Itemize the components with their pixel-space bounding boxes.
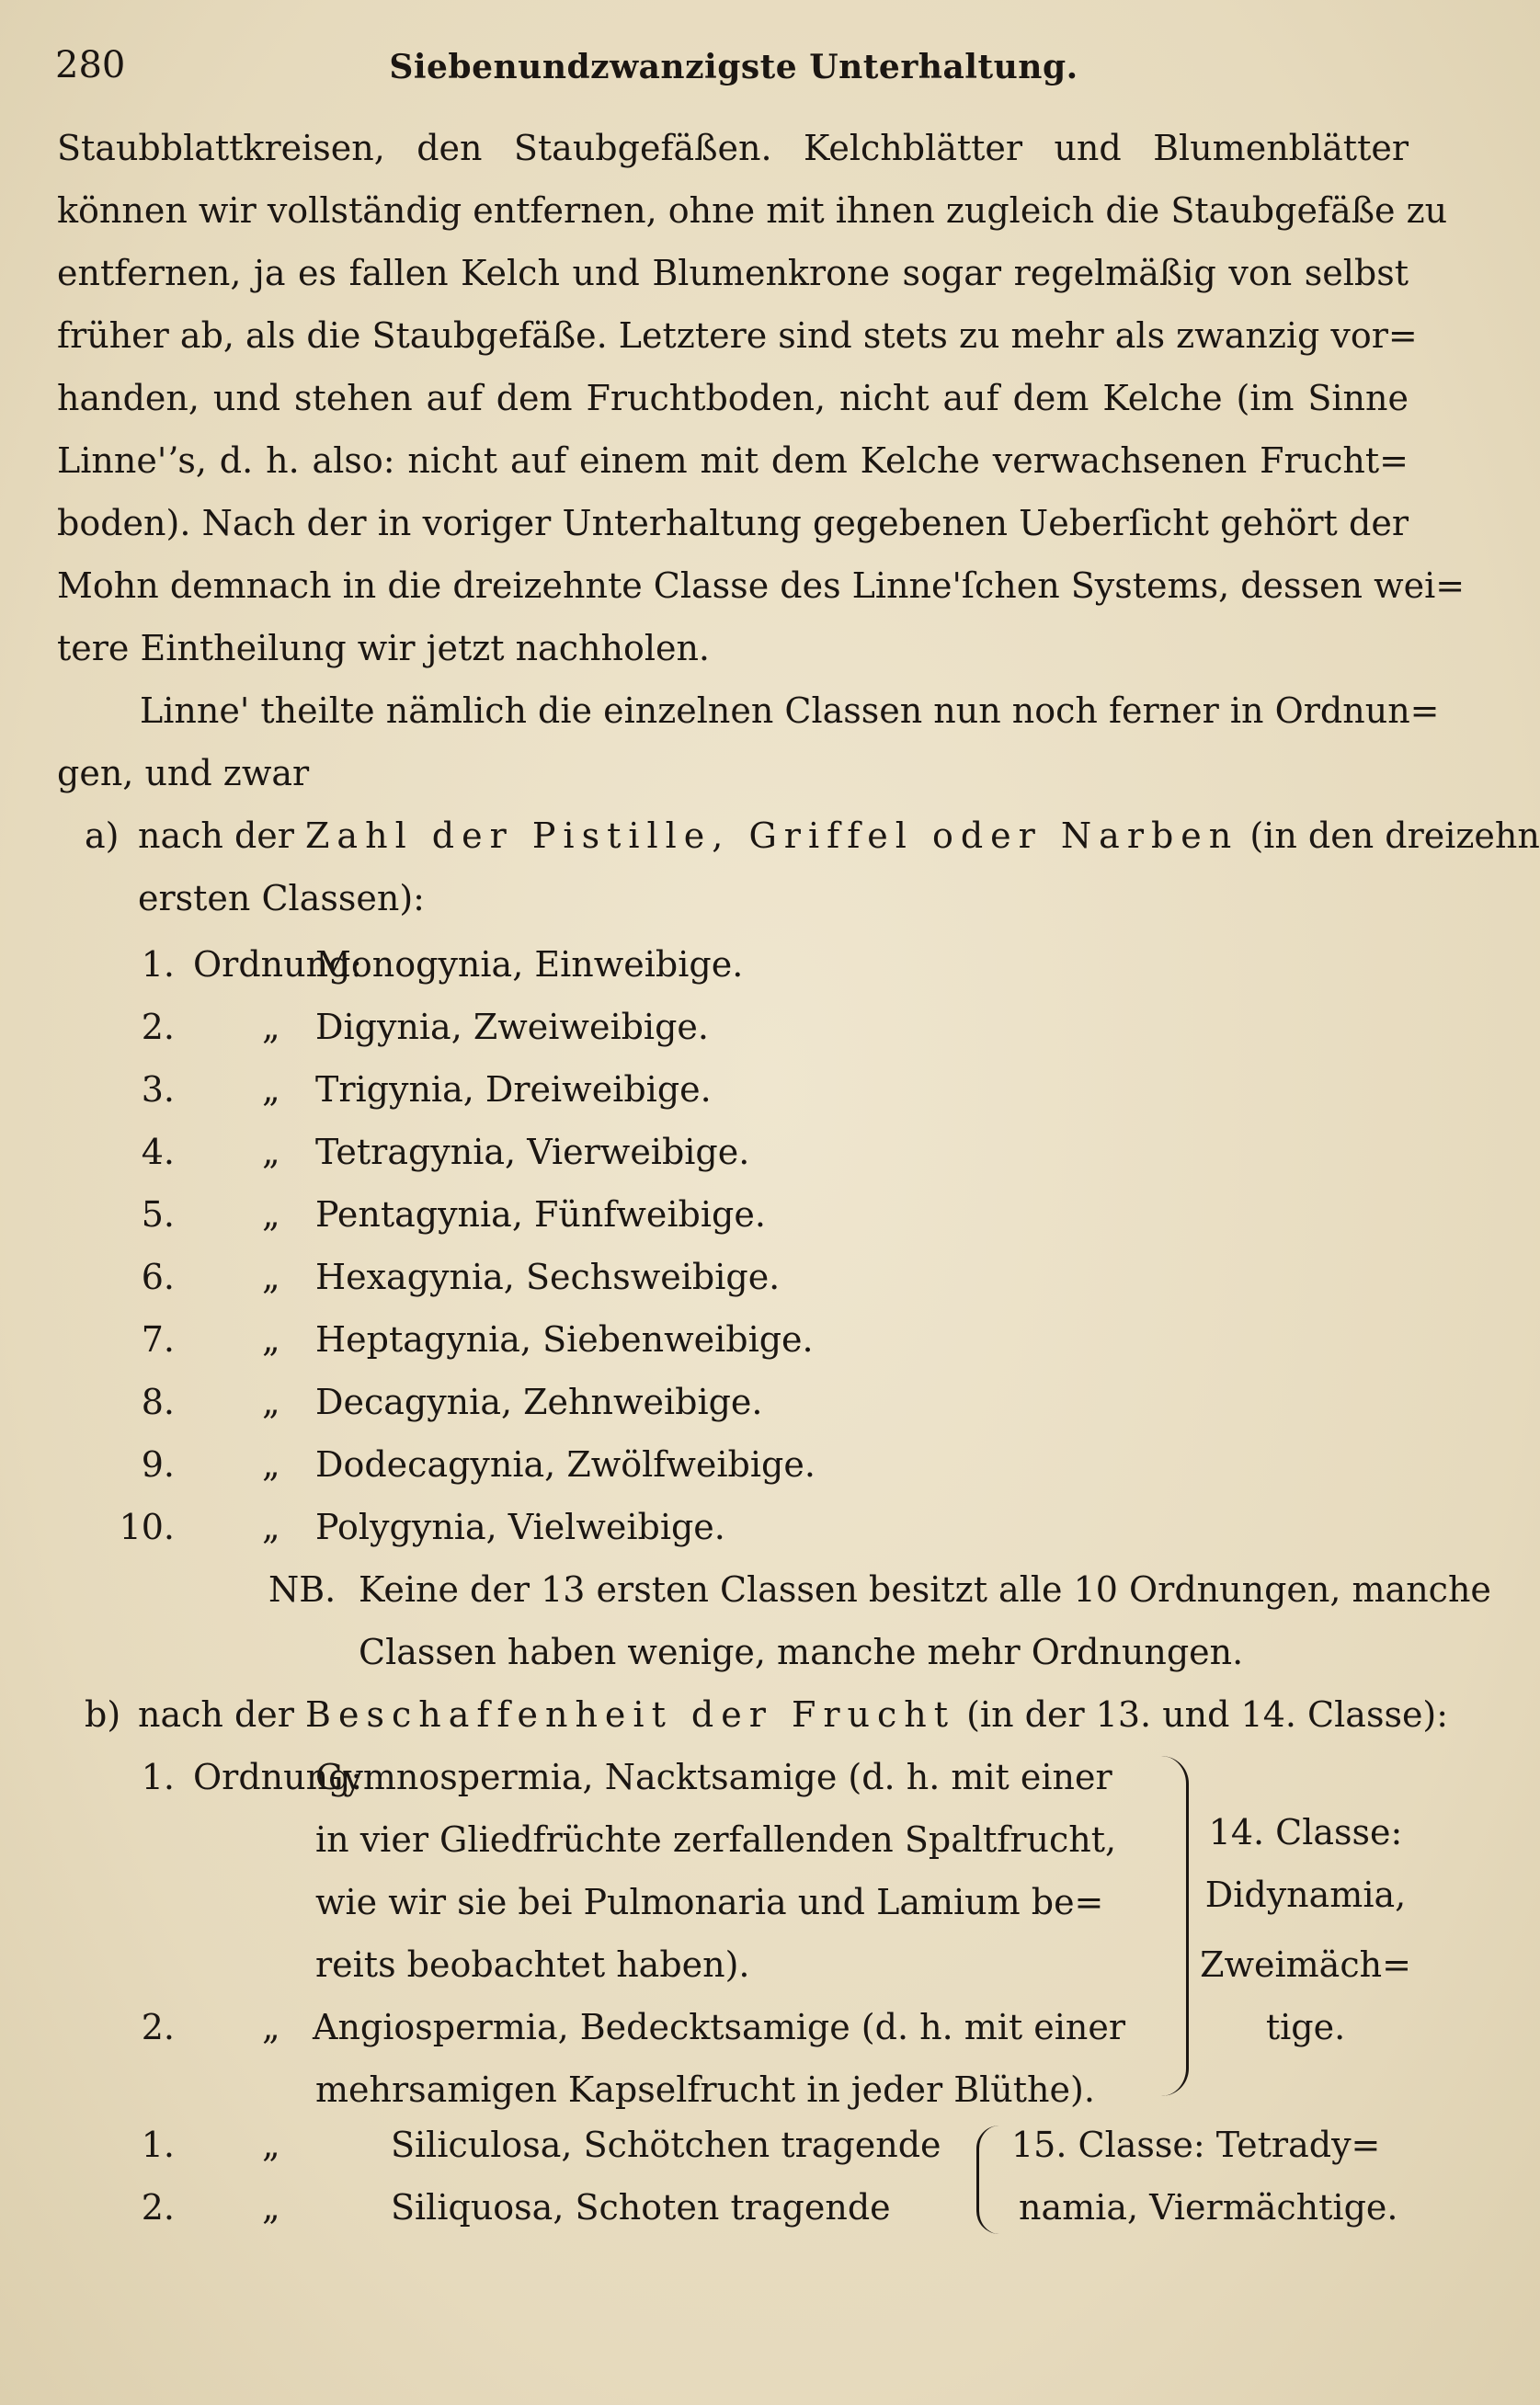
ditto-mark: „ — [262, 2007, 280, 2047]
order-row — [55, 1247, 1158, 1307]
section-b-emphasis: Beschaffenheit der Frucht — [305, 1694, 956, 1735]
curly-brace — [1160, 1756, 1189, 2096]
order-number: 7. — [141, 1319, 175, 1360]
ditto-mark: „ — [262, 1382, 280, 1422]
order-name: Dodecagynia, Zwölfweibige. — [315, 1444, 816, 1485]
text-line: gen, und zwar — [57, 753, 310, 793]
class-14-line: Didynamia, — [1204, 1875, 1407, 1915]
order-row — [55, 1059, 1158, 1120]
ditto-mark: „ — [262, 1319, 280, 1360]
order-row — [55, 934, 1158, 995]
order-row — [55, 2114, 975, 2175]
section-a-line1 — [138, 805, 1540, 866]
order-number: 2. — [141, 1007, 175, 1047]
section-b-post: (in der 13. und 14. Classe): — [955, 1694, 1449, 1735]
class-14-line: tige. — [1265, 2007, 1346, 2047]
order-continuation: reits beobachtet haben). — [315, 1944, 750, 1985]
text-line: Linne'ʼs, d. h. also: nicht auf einem mit dem Kelche verwachsenen Frucht= — [57, 440, 1409, 481]
order-number: 2. — [141, 2187, 175, 2228]
nb-line-1: Keine der 13 ersten Classen besitzt alle 10 Ordnungen, manche — [359, 1569, 1491, 1610]
order-name: Heptagynia, Siebenweibige. — [315, 1319, 814, 1360]
ditto-mark: „ — [262, 1132, 280, 1172]
order-row — [55, 1122, 1158, 1182]
order-number: 4. — [141, 1132, 175, 1172]
order-row — [55, 997, 1158, 1057]
order-name: Monogynia, Einweibige. — [315, 944, 744, 985]
order-number: 1. — [141, 944, 175, 985]
section-a-line2: ersten Classen): — [138, 878, 425, 918]
text-line: Linne' theilte nämlich die einzelnen Classen nun noch ferner in Ordnun= — [140, 690, 1440, 731]
nb-label: NB. — [268, 1569, 337, 1610]
text-line: tere Eintheilung wir jetzt nachholen. — [57, 628, 711, 668]
class-14-line: 14. Classe: — [1208, 1812, 1403, 1852]
text-line: Staubblattkreisen, den Staubgefäßen. Kelchblätter und Blumenblätter — [57, 128, 1409, 168]
order-number: 10. — [119, 1507, 175, 1547]
text-line: boden). Nach der in voriger Unterhaltung gegebenen Ueberſicht gehört der — [57, 503, 1409, 543]
text-line: entfernen, ja es fallen Kelch und Blumenkrone sogar regelmäßig von selbst — [57, 253, 1409, 293]
order-row — [55, 1747, 1204, 1807]
order-name: Polygynia, Vielweibige. — [315, 1507, 725, 1547]
section-a-emphasis: Zahl der Pistille, Griffel oder Narben — [305, 815, 1239, 856]
order-row — [55, 1497, 1158, 1557]
order-number: 2. — [141, 2007, 175, 2047]
order-continuation: wie wir sie bei Pulmonaria und Lamium be= — [315, 1882, 1104, 1922]
order-continuation: mehrsamigen Kapselfrucht in jeder Blüthe). — [315, 2069, 1095, 2110]
ditto-mark: „ — [262, 1257, 280, 1297]
running-title: Siebenundzwanzigste Unterhaltung. — [389, 48, 1078, 86]
ditto-mark: „ — [262, 1069, 280, 1110]
order-row — [55, 1372, 1158, 1432]
order-number: 1. — [141, 1757, 175, 1797]
order-name: Tetragynia, Vierweibige. — [315, 1132, 750, 1172]
order-number: 1. — [141, 2125, 175, 2165]
section-a-pre: nach der — [138, 815, 306, 856]
order-number: 6. — [141, 1257, 175, 1297]
class-14-line: Zweimäch= — [1200, 1944, 1411, 1985]
ditto-mark: „ — [262, 2125, 280, 2165]
order-name: Digynia, Zweiweibige. — [315, 1007, 709, 1047]
page-number: 280 — [55, 44, 126, 86]
order-row — [55, 1309, 1158, 1370]
text-line: handen, und stehen auf dem Fruchtboden, nicht auf dem Kelche (im Sinne — [57, 378, 1409, 418]
text-line: früher ab, als die Staubgefäße. Letztere sind stets zu mehr als zwanzig vor= — [57, 315, 1418, 356]
order-name: Pentagynia, Fünfweibige. — [315, 1194, 766, 1235]
order-continuation: in vier Gliedfrüchte zerfallenden Spaltfrucht, — [315, 1819, 1117, 1860]
order-name: Angiospermia, Bedecktsamige (d. h. mit einer — [313, 2007, 1126, 2047]
order-word: Ordnung: — [193, 1757, 363, 1797]
section-b-pre: nach der — [138, 1694, 306, 1735]
class-15-line: 15. Classe: Tetrady= — [1011, 2125, 1381, 2165]
nb-line-2: Classen haben wenige, manche mehr Ordnungen. — [359, 1632, 1244, 1672]
section-label: b) — [85, 1694, 121, 1735]
order-row — [55, 1997, 1204, 2057]
order-number: 5. — [141, 1194, 175, 1235]
order-number: 9. — [141, 1444, 175, 1485]
order-number: 3. — [141, 1069, 175, 1110]
ditto-mark: „ — [262, 1507, 280, 1547]
page-header — [55, 35, 1412, 99]
order-name: Siliculosa, Schötchen tragende — [391, 2125, 941, 2165]
order-number: 8. — [141, 1382, 175, 1422]
order-name: Hexagynia, Sechsweibige. — [315, 1257, 781, 1297]
order-row — [55, 1184, 1158, 1245]
class-15-line: namia, Viermächtige. — [1019, 2187, 1398, 2228]
order-name: Gymnospermia, Nacktsamige (d. h. mit einer — [315, 1757, 1112, 1797]
section-a-post: (in den dreizehn — [1238, 815, 1540, 856]
order-name: Decagynia, Zehnweibige. — [315, 1382, 763, 1422]
text-line: Mohn demnach in die dreizehnte Classe des Linne'ſchen Systems, dessen wei= — [57, 565, 1466, 606]
curly-brace — [976, 2126, 999, 2234]
section-label: a) — [85, 815, 120, 856]
order-word: Ordnung: — [193, 944, 363, 985]
ditto-mark: „ — [262, 1444, 280, 1485]
text-line: können wir vollständig entfernen, ohne mit ihnen zugleich die Staubgefäße zu — [57, 190, 1448, 231]
order-row — [55, 2177, 975, 2238]
section-b-line — [138, 1684, 1448, 1745]
ditto-mark: „ — [262, 1194, 280, 1235]
order-name: Siliquosa, Schoten tragende — [391, 2187, 891, 2228]
ditto-mark: „ — [262, 2187, 280, 2228]
ditto-mark: „ — [262, 1007, 280, 1047]
order-name: Trigynia, Dreiweibige. — [315, 1069, 712, 1110]
order-row — [55, 1434, 1158, 1495]
